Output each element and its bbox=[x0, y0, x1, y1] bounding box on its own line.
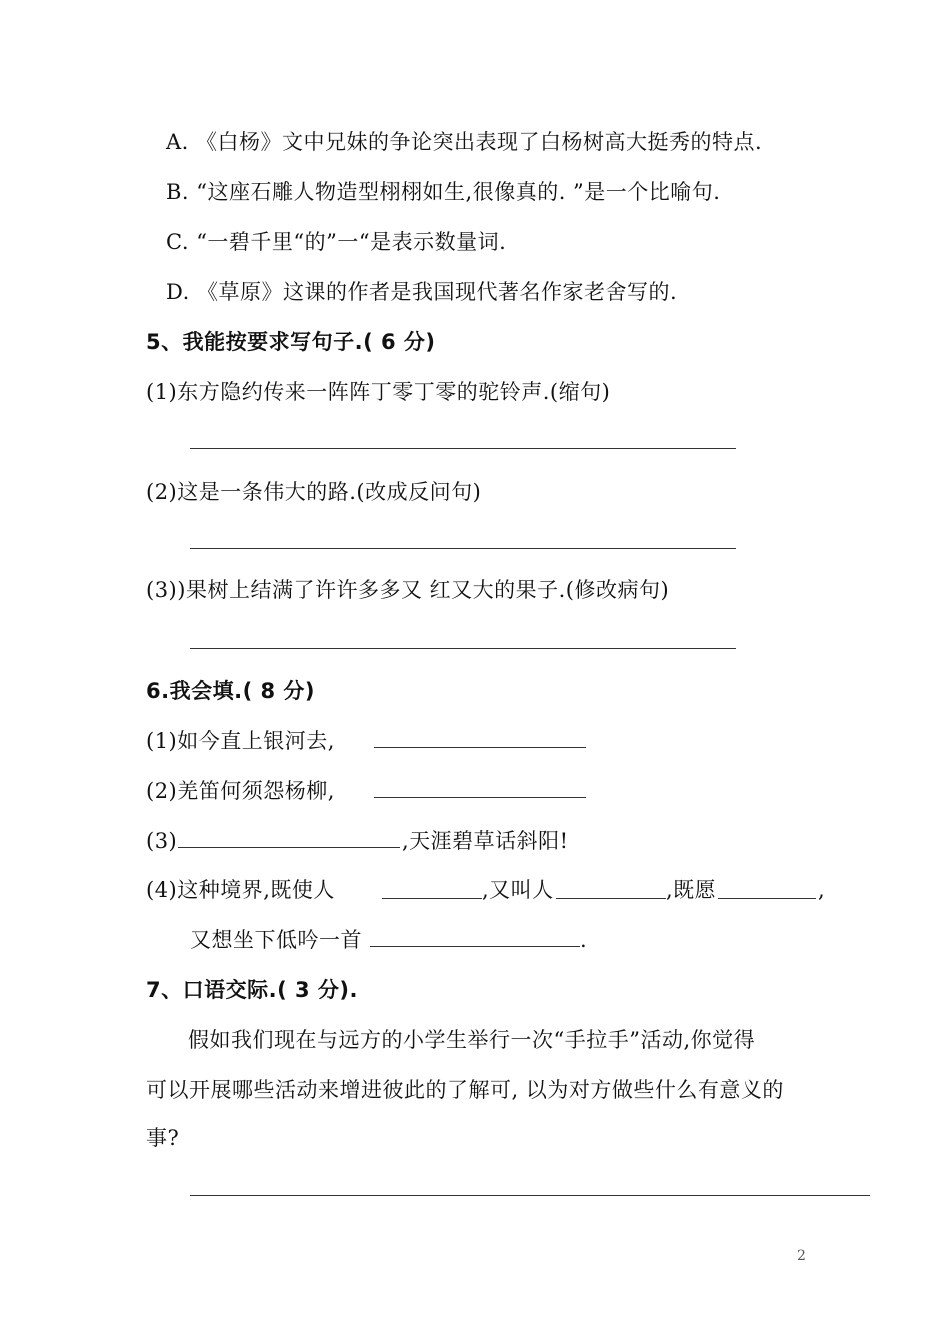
q6-blank-4b[interactable] bbox=[556, 898, 666, 899]
option-c bbox=[166, 228, 506, 256]
q5-answer-line-3[interactable] bbox=[190, 648, 736, 649]
q7-paragraph-line-2: 可以开展哪些活动来增进彼此的了解可, 以为对方做些什么有意义的 bbox=[146, 1078, 784, 1102]
option-b-label: B. bbox=[166, 180, 190, 204]
q5-answer-line-1[interactable] bbox=[190, 448, 736, 449]
q5-item-1: (1)东方隐约传来一阵阵丁零丁零的驼铃声.(缩句) bbox=[146, 380, 611, 404]
q6-item-3-suffix: ,天涯碧草话斜阳! bbox=[402, 829, 569, 853]
q5-item-3: (3))果树上结满了许许多多又 红又大的果子.(修改病句) bbox=[146, 578, 670, 602]
q6-item-4-mid1: ,又叫人 bbox=[482, 878, 554, 902]
option-c-text: “一碧千里“的”一“是表示数量词. bbox=[196, 230, 507, 254]
option-b-text: “这座石雕人物造型栩栩如生,很像真的. ”是一个比喻句. bbox=[196, 180, 721, 204]
option-a bbox=[166, 128, 762, 156]
q6-item-4-line2-end: . bbox=[580, 928, 588, 952]
option-c-label: C. bbox=[166, 230, 189, 254]
option-a-text: 《白杨》文中兄妹的争论突出表现了白杨树高大挺秀的特点. bbox=[196, 130, 763, 154]
q6-item-4-end: , bbox=[818, 878, 826, 902]
q6-item-1 bbox=[146, 727, 335, 755]
q6-item-2 bbox=[146, 777, 335, 805]
q5-heading: 5、我能按要求写句子.( 6 分) bbox=[146, 330, 436, 354]
q5-answer-line-2[interactable] bbox=[190, 548, 736, 549]
option-a-label: A. bbox=[166, 130, 189, 154]
q7-answer-line[interactable] bbox=[190, 1195, 870, 1196]
q6-blank-4a[interactable] bbox=[382, 898, 482, 899]
page-number: 2 bbox=[797, 1248, 806, 1264]
q5-item-2: (2)这是一条伟大的路.(改成反问句) bbox=[146, 480, 482, 504]
q6-item-4-line2: 又想坐下低吟一首 bbox=[190, 928, 362, 952]
option-d bbox=[166, 278, 677, 306]
q6-item-3-prefix: (3) bbox=[146, 829, 178, 853]
option-d-label: D. bbox=[166, 280, 190, 304]
option-d-text: 《草原》这课的作者是我国现代著名作家老舍写的. bbox=[196, 280, 678, 304]
q7-paragraph-line-3: 事? bbox=[146, 1126, 180, 1150]
q6-item-1-text: (1)如今直上银河去, bbox=[146, 729, 335, 753]
q6-blank-3[interactable] bbox=[178, 847, 400, 848]
q6-item-2-text: (2)羌笛何须怨杨柳, bbox=[146, 779, 335, 803]
option-b bbox=[166, 178, 720, 206]
q6-item-4-prefix: (4)这种境界,既使人 bbox=[146, 878, 335, 902]
q6-blank-4c[interactable] bbox=[718, 898, 816, 899]
q6-heading: 6.我会填.( 8 分) bbox=[146, 679, 315, 703]
q7-heading: 7、口语交际.( 3 分). bbox=[146, 978, 358, 1002]
q6-blank-2[interactable] bbox=[374, 797, 586, 798]
q6-item-4-mid2: ,既愿 bbox=[666, 878, 717, 902]
q6-blank-1[interactable] bbox=[374, 747, 586, 748]
q7-paragraph-line-1: 假如我们现在与远方的小学生举行一次“手拉手”活动,你觉得 bbox=[188, 1028, 756, 1052]
q6-blank-4d[interactable] bbox=[370, 946, 580, 947]
